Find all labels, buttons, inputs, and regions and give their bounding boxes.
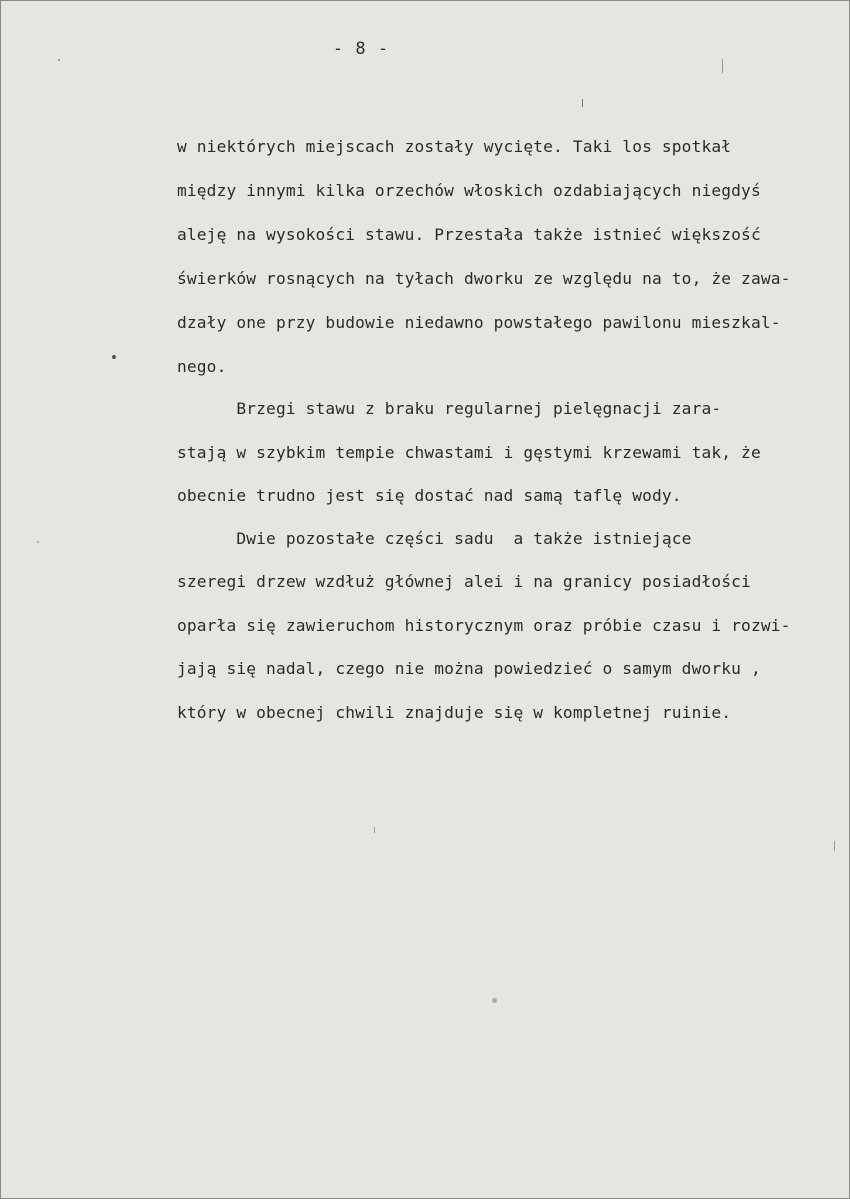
text-line: nego. — [177, 357, 227, 376]
scan-mark — [582, 99, 583, 107]
text-line: obecnie trudno jest się dostać nad samą taflę wody. — [177, 486, 682, 505]
text-line: oparła się zawieruchom historycznym oraz próbie czasu i rozwi- — [177, 616, 791, 635]
text-line: Dwie pozostałe części sadu a także istniejące — [177, 529, 692, 548]
page-number: - 8 - — [332, 39, 390, 59]
text-line: który w obecnej chwili znajduje się w kompletnej ruinie. — [177, 703, 732, 722]
text-line: między innymi kilka orzechów włoskich ozdabiających niegdyś — [177, 181, 761, 200]
scan-speck — [58, 59, 60, 61]
scan-mark — [374, 827, 375, 833]
text-line: jają się nadal, czego nie można powiedzieć o samym dworku , — [177, 659, 761, 678]
text-line: świerków rosnących na tyłach dworku ze względu na to, że zawa- — [177, 269, 791, 288]
scan-mark — [722, 59, 723, 73]
text-line: aleję na wysokości stawu. Przestała także istnieć większość — [177, 225, 761, 244]
text-line: Brzegi stawu z braku regularnej pielęgnacji zara- — [177, 399, 722, 418]
text-line: szeregi drzew wzdłuż głównej alei i na granicy posiadłości — [177, 572, 751, 591]
scan-speck — [492, 998, 497, 1003]
text-line: stają w szybkim tempie chwastami i gęstymi krzewami tak, że — [177, 443, 761, 462]
scan-mark — [834, 841, 835, 851]
scan-speck — [37, 541, 39, 543]
text-line: w niektórych miejscach zostały wycięte. Taki los spotkał — [177, 137, 732, 156]
text-line: dzały one przy budowie niedawno powstałego pawilonu mieszkal- — [177, 313, 781, 332]
scan-speck — [112, 355, 116, 359]
